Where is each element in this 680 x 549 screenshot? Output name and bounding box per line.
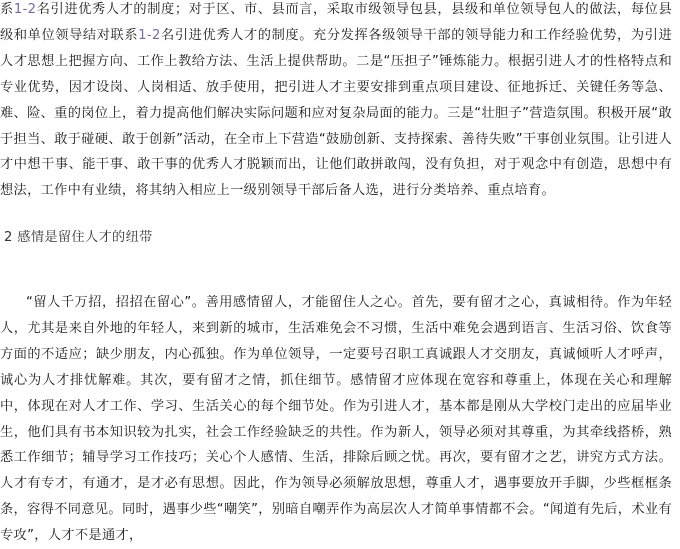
paragraph-recruitment-mechanism	[0, 0, 672, 204]
section-heading: 2 感情是留住人才的纽带	[4, 230, 153, 245]
paragraph-text: 名引进优秀人才的制度。充分发挥各级领导干部的领导能力和工作经验优势，为引进人才思想上把握方向、工作上教给方法、生活上提供帮助。二是“压担子”锤炼能力。根据引进人才的性格特点和专业优势，因才设岗、人岗相适、放手使用，把引进人才主要安排到重点项目建设、征地拆迁、关键任务等急、难、险、重的岗位上，着力提高他们解决实际问题和应对复杂局面的能力。三是“壮胆子”营造氛围。积极开展“敢于担当、敢于碰硬、敢于创新”活动，在全市上下营造“鼓励创新、支持探索、善待失败”干事创业氛围。让引进人才中想干事、能干事、敢干事的优秀人才脱颖而出，让他们敢拼敢闯，没有负担，对于观念中有创造，思想中有想法，工作中有业绩，将其纳入相应上一级别领导干部后备人选，进行分类培养、重点培育。	[0, 27, 672, 199]
paragraph-emotional-retention: “留人千万招，招招在留心”。善用感情留人，才能留住人之心。首先，要有留才之心，真诚相待。作为年轻人，尤其是来自外地的年轻人，来到新的城市，生活难免会不习惯，生活中难免会遇到语言、生活习俗、饮食等方面的不适应；缺少朋友，内心孤独。作为单位领导，一定要号召职工真诚跟人才交朋友，真诚倾听人才呼声，诚心为人才排忧解难。其次，要有留才之情，抓住细节。感情留才应体现在宽容和尊重上，体现在关心和理解中，体现在对人才工作、学习、生活关心的每个细节处。作为引进人才，基本都是刚从大学校门走出的应届毕业生，他们具有书本知识较为扎实，社会工作经验缺乏的共性。作为新人，领导必须对其尊重，为其牵线搭桥，熟悉工作细节；辅导学习工作技巧；关心个人感情、生活，排除后顾之忧。再次，要有留才之艺，讲究方式方法。人才有专才，有通才，是才必有思想。因此，作为领导必须解放思想，尊重人才，遇事要放开手脚，少些框框条条，容得不同意见。同时，遇事少些“嘲笑”，别暗自嘲弄作为高层次人才简单事情都不会。“闻道有先后，术业有专攻”，人才不是通才，	[0, 295, 672, 544]
paragraph-text: 名引进优秀人才的制度；对于区、市、县而言，采取市级领导包县，县级和单位领导包人的做法，每位县级和单位领导结对联系	[0, 2, 672, 43]
paragraph-text: 系	[0, 2, 14, 17]
highlighted-number: 1-2	[13, 2, 37, 17]
highlighted-number: 1-2	[138, 27, 161, 43]
